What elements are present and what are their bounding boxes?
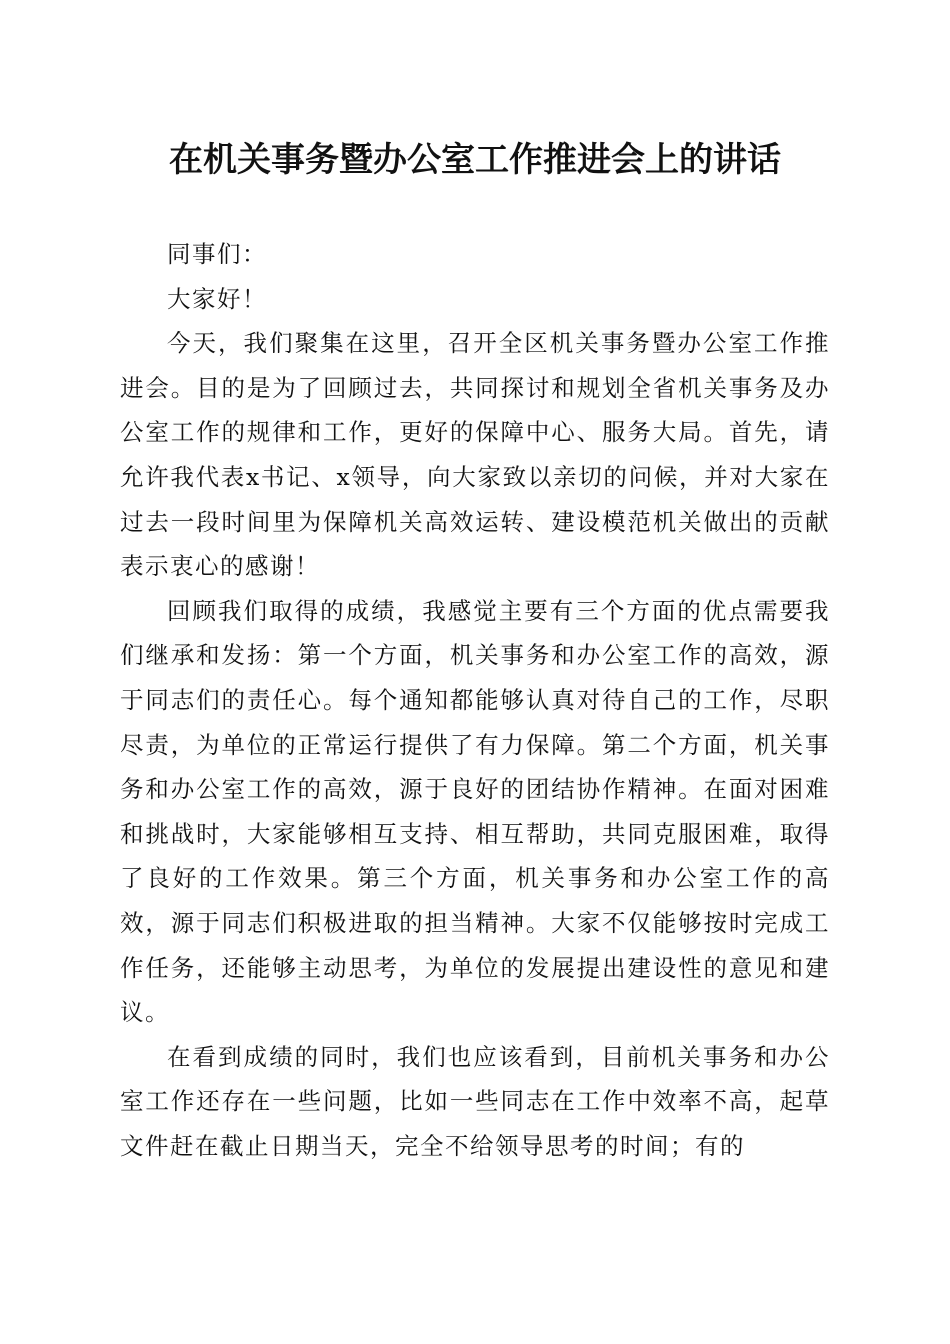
paragraph-2: 回顾我们取得的成绩，我感觉主要有三个方面的优点需要我们继承和发扬：第一个方面，机关事务和办公室工作的高效，源于同志们的责任心。每个通知都能够认真对待自己的工作，尽职尽责，为单位的正常运行提供了有力保障。第二个方面，机关事务和办公室工作的高效，源于良好的团结协作精神。在面对困难和挑战时，大家能够相互支持、相互帮助，共同克服困难，取得了良好的工作效果。第三个方面，机关事务和办公室工作的高效，源于同志们积极进取的担当精神。大家不仅能够按时完成工作任务，还能够主动思考，为单位的发展提出建设性的意见和建议。 (120, 596, 830, 1027)
paragraph-1: 今天，我们聚集在这里，召开全区机关事务暨办公室工作推进会。目的是为了回顾过去，共同探讨和规划全省机关事务及办公室工作的规律和工作，更好的保障中心、服务大局。首先，请允许我代表x书记、x领导，向大家致以亲切的问候，并对大家在过去一段时间里为保障机关高效运转、建设模范机关做出的贡献表示衷心的感谢！ (120, 329, 830, 581)
document-body (120, 232, 830, 1168)
document-title: 在机关事务暨办公室工作推进会上的讲话 (169, 140, 781, 180)
salutation: 同事们： (167, 240, 267, 268)
greeting: 大家好！ (167, 284, 267, 313)
paragraph-3: 在看到成绩的同时，我们也应该看到，目前机关事务和办公室工作还存在一些问题，比如一些同志在工作中效率不高，起草文件赶在截止日期当天，完全不给领导思考的时间；有的 (120, 1042, 830, 1160)
